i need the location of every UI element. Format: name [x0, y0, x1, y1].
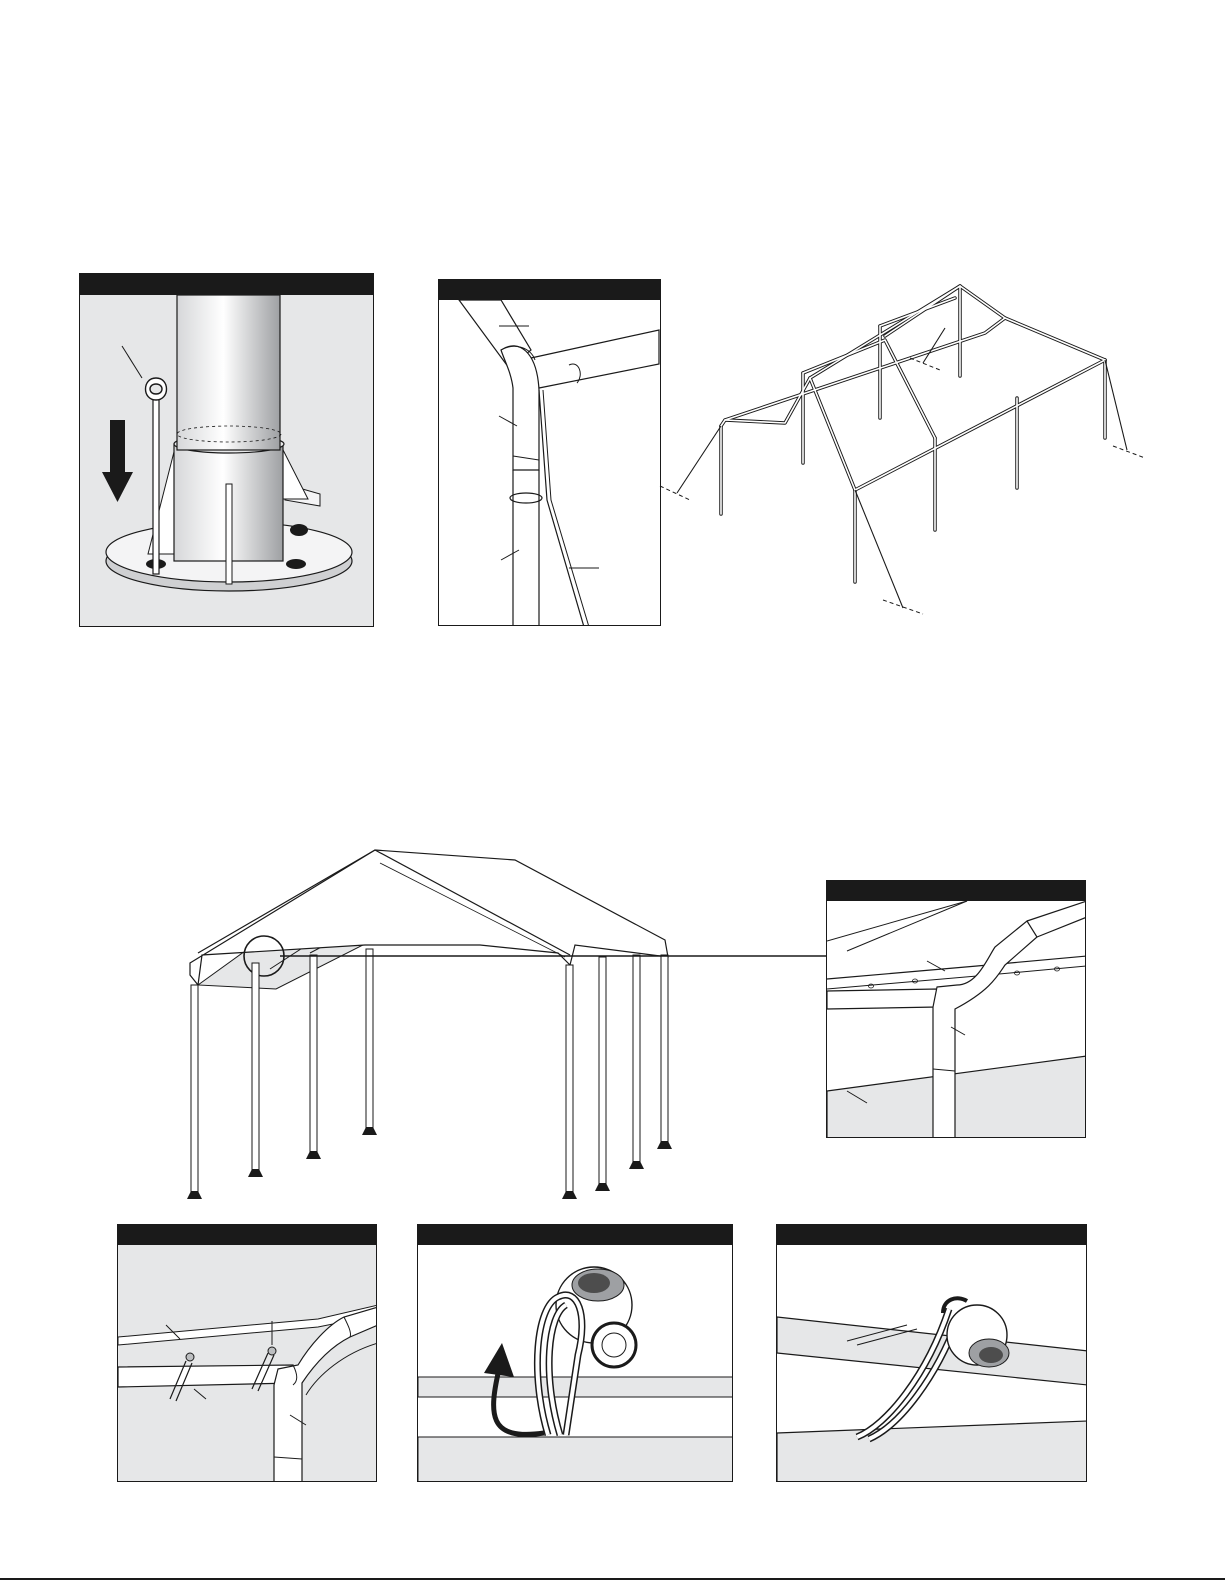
ball-bungee-secured-panel [776, 1224, 1087, 1482]
bungee-wrap-illustration [418, 1225, 733, 1482]
stake-footplate-panel [79, 273, 374, 627]
bungee-rail-panel [117, 1224, 377, 1482]
bungee-rail-illustration [118, 1225, 377, 1482]
ball-bungee-secured-illustration [777, 1225, 1087, 1482]
stake-footplate-illustration [80, 274, 374, 627]
footer-rule [0, 1578, 1225, 1580]
canopy-edge-illustration [827, 881, 1086, 1138]
frame-overview-illustration [655, 278, 1145, 618]
corner-fitting-illustration [439, 280, 661, 626]
detail-leader-line [280, 950, 830, 962]
canopy-edge-detail-panel [826, 880, 1086, 1138]
assembled-canopy-illustration [180, 845, 680, 1205]
corner-rope-panel [438, 279, 661, 626]
bungee-wrap-panel [417, 1224, 733, 1482]
